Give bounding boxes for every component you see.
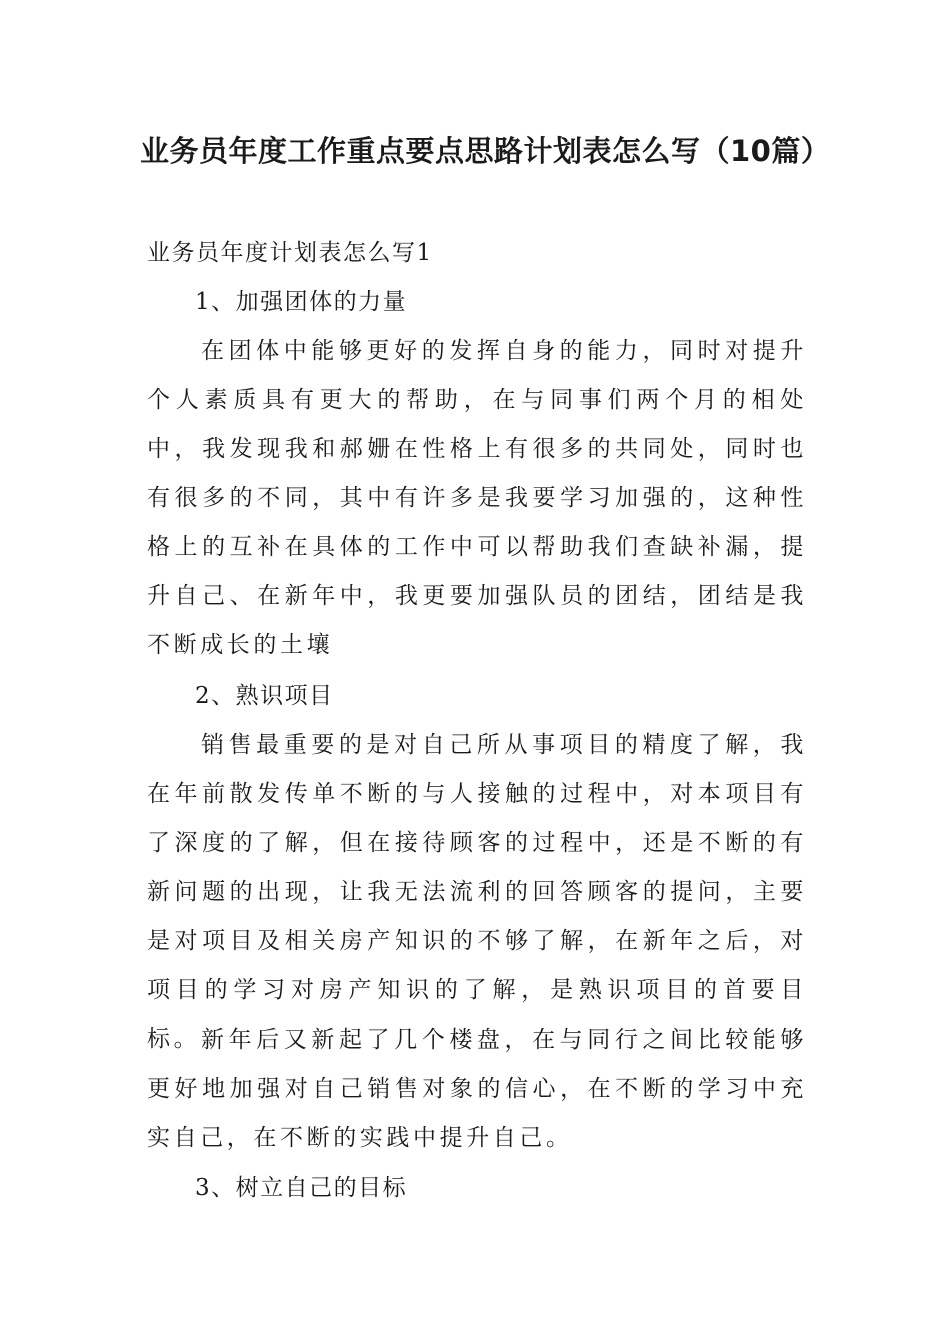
section-1-paragraph-1: 在团体中能够更好的发挥自身的能力，同时对提升个人素质具有更大的帮助，在与同事们两个月的相处中，我发现我和郝姗在性格上有很多的共同处，同时也有很多的不同，其中有许多是我要学习加强的，这种性格上的互补在具体的工作中可以帮助我们查缺补漏，提升自己、在新年中，我更要加强队员的团结，团结是我不断成长的土壤	[147, 338, 807, 658]
section-2-paragraph-2: 新年后又新起了几个楼盘，在与同行之间比较能够更好地加强对自己销售对象的信心，在不断的学习中充实自己，在不断的实践中提升自己。	[147, 1027, 807, 1151]
section-heading-2: 2、熟识项目	[195, 683, 334, 709]
section-2-paragraph-1: 销售最重要的是对自己所从事项目的精度了解，我在年前散发传单不断的与人接触的过程中，对本项目有了深度的了解，但在接待顾客的过程中，还是不断的有新问题的出现，让我无法流利的回答顾客的提问，主要是对项目及相关房产知识的不够了解，在新年之后，对项目的学习对房产知识的了解，是熟识项目的首要目标。	[147, 732, 807, 1052]
document-title: 业务员年度工作重点要点思路计划表怎么写（10篇）	[140, 134, 831, 168]
section-heading-3: 3、树立自己的目标	[195, 1175, 408, 1201]
section-heading-1: 1、加强团体的力量	[195, 289, 408, 315]
document-subtitle: 业务员年度计划表怎么写1	[147, 240, 433, 266]
